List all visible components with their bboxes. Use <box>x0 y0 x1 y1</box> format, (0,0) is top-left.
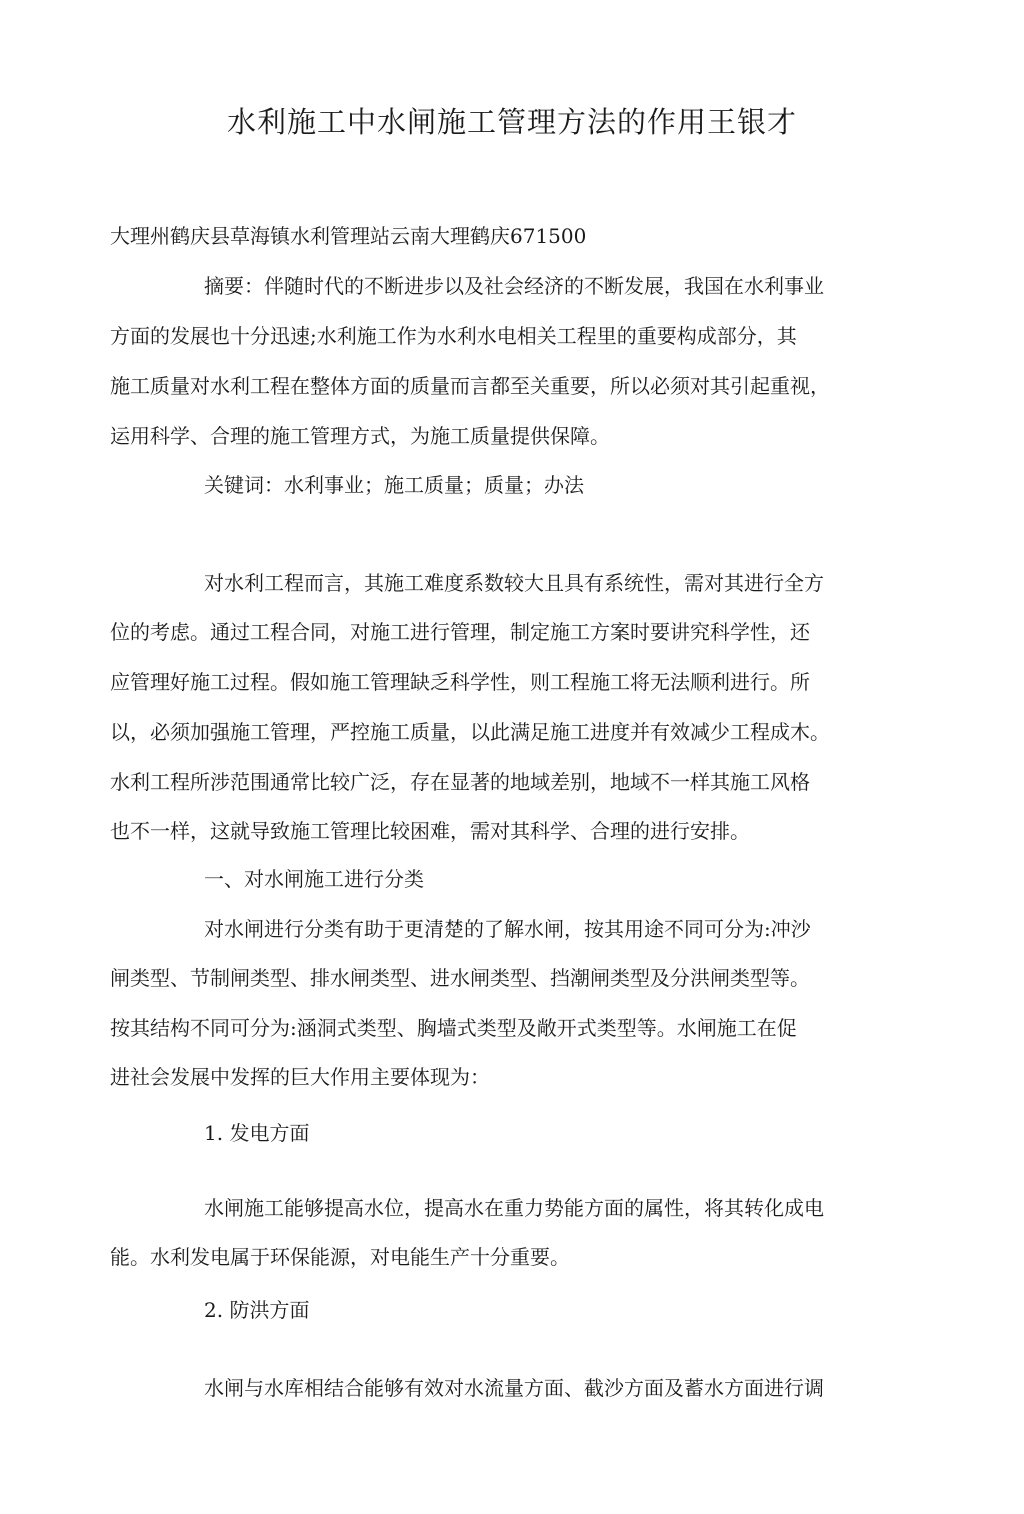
affiliation: 大理州鹤庆县草海镇水利管理站云南大理鹤庆671500 <box>110 224 587 248</box>
subsection-1-line-1: 水闸施工能够提高水位，提高水在重力势能方面的属性，将其转化成电 <box>204 1196 824 1220</box>
subsection-1-line-2: 能。水利发电属于环保能源，对电能生产十分重要。 <box>110 1245 570 1269</box>
intro-line-4: 以，必须加强施工管理，严控施工质量，以此满足施工进度并有效减少工程成木。 <box>110 720 830 744</box>
section-1-line-2: 闸类型、节制闸类型、排水闸类型、进水闸类型、挡潮闸类型及分洪闸类型等。 <box>110 966 810 990</box>
keywords: 关键词：水利事业；施工质量；质量；办法 <box>204 473 584 497</box>
abstract-line-3: 施工质量对水利工程在整体方面的质量而言都至关重要，所以必须对其引起重视， <box>110 374 830 398</box>
section-1-line-1: 对水闸进行分类有助于更清楚的了解水闸，按其用途不同可分为:冲沙 <box>204 917 811 941</box>
subsection-1-heading: 1. 发电方面 <box>204 1121 310 1145</box>
intro-line-3: 应管理好施工过程。假如施工管理缺乏科学性，则工程施工将无法顺利进行。所 <box>110 670 810 694</box>
abstract-line-1: 摘要：伴随时代的不断进步以及社会经济的不断发展，我国在水利事业 <box>204 274 824 298</box>
abstract-line-4: 运用科学、合理的施工管理方式，为施工质量提供保障。 <box>110 424 610 448</box>
subsection-2-heading: 2. 防洪方面 <box>204 1298 310 1322</box>
intro-line-5: 水利工程所涉范围通常比较广泛，存在显著的地域差别，地域不一样其施工风格 <box>110 770 810 794</box>
abstract-line-2: 方面的发展也十分迅速;水利施工作为水利水电相关工程里的重要构成部分，其 <box>110 324 797 348</box>
section-1-line-4: 进社会发展中发挥的巨大作用主要体现为： <box>110 1065 490 1089</box>
document-title: 水利施工中水闸施工管理方法的作用王银才 <box>226 105 797 139</box>
intro-line-2: 位的考虑。通过工程合同，对施工进行管理，制定施工方案时要讲究科学性，还 <box>110 620 810 644</box>
section-1-line-3: 按其结构不同可分为:涵洞式类型、胸墙式类型及敞开式类型等。水闸施工在促 <box>110 1016 797 1040</box>
intro-line-6: 也不一样，这就导致施工管理比较困难，需对其科学、合理的进行安排。 <box>110 819 750 843</box>
intro-line-1: 对水利工程而言，其施工难度系数较大且具有系统性，需对其进行全方 <box>204 571 824 595</box>
subsection-2-line-1: 水闸与水库相结合能够有效对水流量方面、截沙方面及蓄水方面进行调 <box>204 1376 824 1400</box>
section-1-heading: 一、对水闸施工进行分类 <box>204 867 424 891</box>
